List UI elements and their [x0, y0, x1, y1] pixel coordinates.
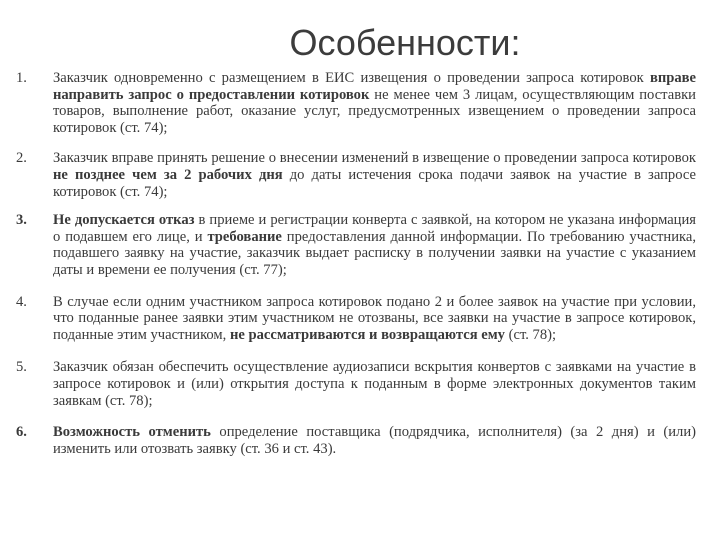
item-number: 5. [16, 359, 27, 376]
bold-text-run: не позднее чем за 2 рабочих дня [53, 166, 283, 183]
bold-text-run: требование [207, 228, 282, 245]
text-run: Заказчик обязан обеспечить осуществление аудиозаписи вскрытия конвертов с заявками на участие в запросе котировок и (или) открытия доступа к поданным в форме электронных документов таким заявкам (ст. 78); [53, 359, 696, 409]
item-number: 6. [16, 424, 27, 441]
bold-text-run: не рассматриваются и возвращаются ему [229, 326, 505, 343]
item-text [53, 424, 696, 457]
item-number: 1. [16, 70, 27, 86]
list-item [16, 294, 696, 344]
text-run: определение поставщика (подрядчика, исполнителя) (за 2 дня) и (или) изменить или отозвать заявку (ст. 36 и ст. 43). [53, 424, 696, 457]
list-item [16, 70, 696, 136]
list-item [16, 150, 696, 200]
page-title: Особенности: [289, 22, 521, 63]
list-item [16, 212, 696, 278]
item-text [53, 150, 696, 200]
text-run: в приеме и регистрации конверта с заявкой, на котором не указана информация о подавшем его лице, и [53, 212, 697, 245]
list-item [16, 424, 696, 457]
list-item [16, 359, 696, 409]
text-run: (ст. 78); [504, 326, 557, 343]
text-run: Заказчик вправе принять решение о внесении изменений в извещение о проведении запроса котировок [53, 150, 696, 167]
item-text [53, 359, 696, 409]
item-text [53, 212, 696, 278]
item-number: 4. [16, 293, 27, 310]
bold-text-run: Возможность отменить [53, 424, 211, 441]
text-run: Заказчик одновременно с размещением в ЕИС извещения о проведении запроса котировок [53, 70, 650, 86]
item-number: 3. [16, 212, 27, 229]
item-text [53, 70, 696, 136]
text-run: до даты истечения срока подачи заявок на участие в запросе котировок (ст. 74); [53, 166, 697, 200]
text-run: предоставления данной информации. По требованию участника, подавшего заявку на участие, заказчик выдает расписку в получении заявки на участие с указанием даты и времени ее получения (ст. 77); [53, 228, 696, 278]
bold-text-run: вправе направить запрос о предоставлении котировок [53, 70, 696, 103]
text-run: не менее чем 3 лицам, осуществляющим поставки товаров, выполнение работ, оказание услуг, предусмотренных извещением о проведении запроса котировок (ст. 74); [53, 86, 696, 136]
text-run: В случае если одним участником запроса котировок подано 2 и более заявок на участие при условии, что поданные ранее заявки этим участником не отозваны, все заявки на участие в запросе котировок, поданные этим участником, [53, 293, 696, 343]
item-number: 2. [16, 150, 27, 167]
item-text [53, 294, 696, 344]
bold-text-run: Не допускается отказ [53, 212, 195, 229]
numbered-list [16, 70, 696, 457]
